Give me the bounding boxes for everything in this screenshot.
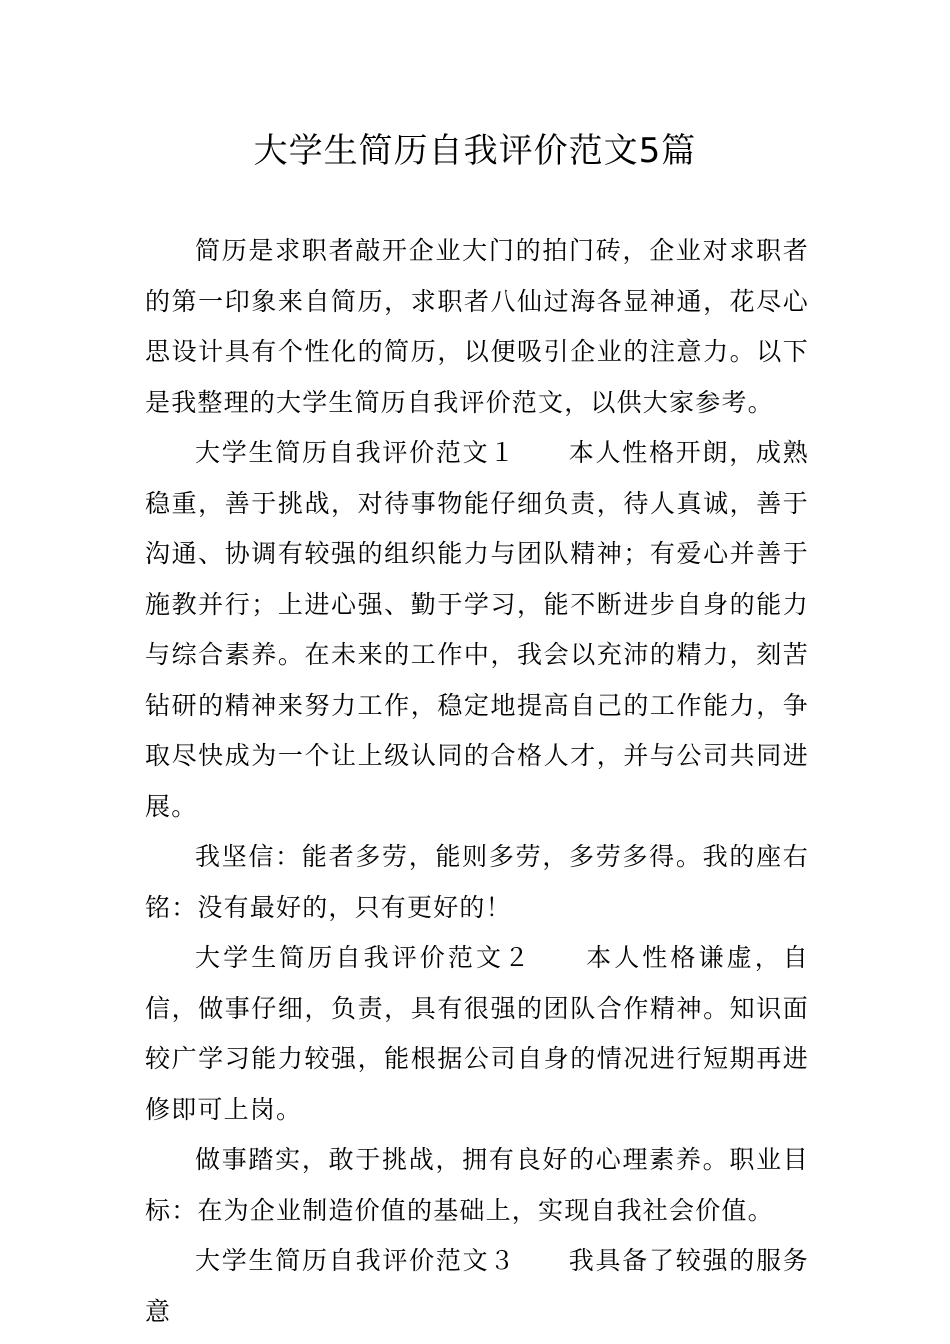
sample-heading: 大学生简历自我评价范文３ <box>195 1246 517 1275</box>
document-title: 大学生简历自我评价范文5篇 <box>253 131 697 171</box>
paragraph-text: 本人性格谦虚，自信，做事仔细，负责，具有很强的团队合作精神。知识面较广学习能力较强，能根据公司自身的情况进行短期再进修即可上岗。 <box>145 943 809 1124</box>
intro-paragraph <box>145 226 809 428</box>
paragraph-text: 简历是求职者敲开企业大门的拍门砖，企业对求职者的第一印象来自简历，求职者八仙过海各显神通，花尽心思设计具有个性化的简历，以便吸引企业的注意力。以下是我整理的大学生简历自我评价范文，以供大家参考。 <box>145 236 809 417</box>
sample-3-paragraph <box>145 1236 809 1337</box>
sample-heading: 大学生简历自我评价范文１ <box>195 438 517 467</box>
motto-paragraph <box>145 832 809 933</box>
paragraph-text: 本人性格开朗，成熟稳重，善于挑战，对待事物能仔细负责，待人真诚，善于沟通、协调有较强的组织能力与团队精神；有爱心并善于施教并行；上进心强、勤于学习，能不断进步自身的能力与综合素养。在未来的工作中，我会以充沛的精力，刻苦钻研的精神来努力工作，稳定地提高自己的工作能力，争取尽快成为一个让上级认同的合格人才，并与公司共同进展。 <box>145 438 809 821</box>
sample-heading: 大学生简历自我评价范文２ <box>195 943 533 972</box>
sample-1-paragraph <box>145 428 809 832</box>
paragraph-text: 做事踏实，敢于挑战，拥有良好的心理素养。职业目标：在为企业制造价值的基础上，实现自我社会价值。 <box>145 1145 809 1225</box>
goal-paragraph <box>145 1135 809 1236</box>
document-body <box>145 226 809 1337</box>
sample-2-paragraph <box>145 933 809 1135</box>
paragraph-text: 我具备了较强的服务意 <box>145 1246 809 1326</box>
paragraph-text: 我坚信：能者多劳，能则多劳，多劳多得。我的座右铭：没有最好的，只有更好的！ <box>145 842 809 922</box>
